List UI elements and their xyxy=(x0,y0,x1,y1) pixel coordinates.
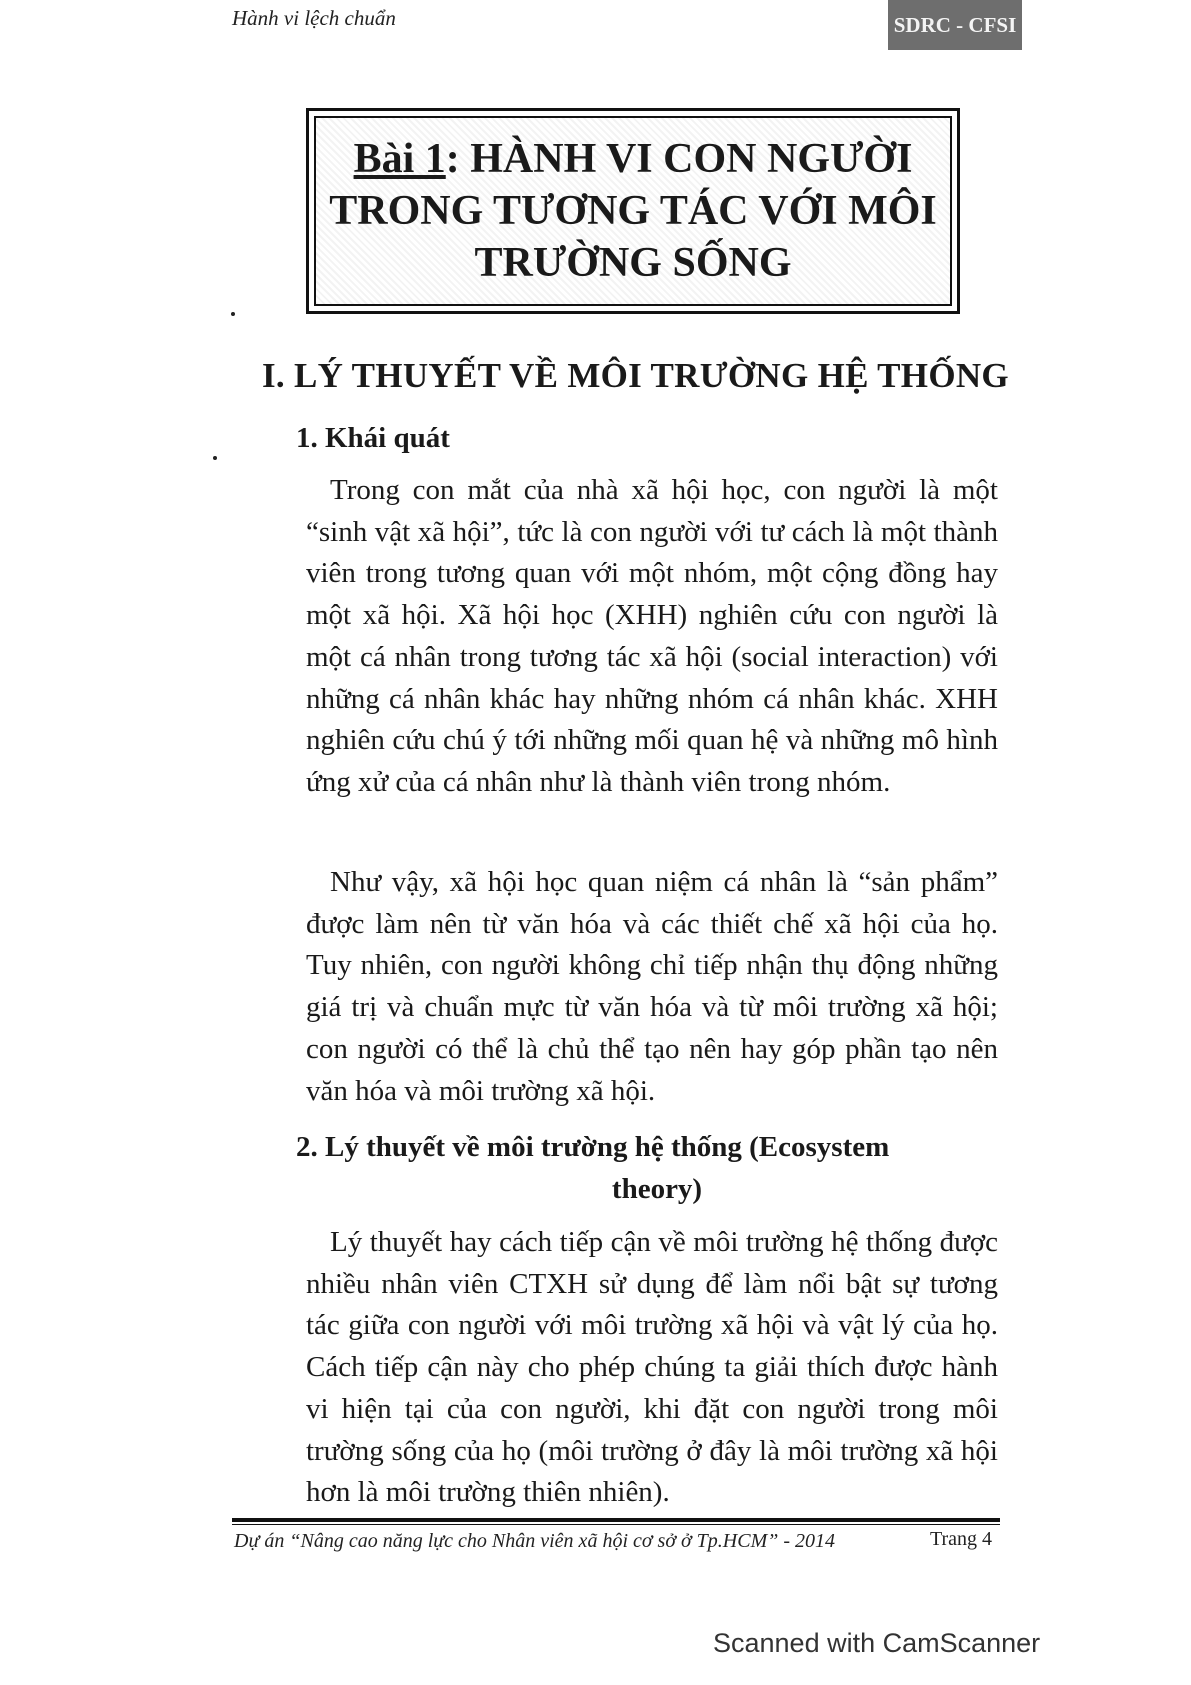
paragraph-1: Trong con mắt của nhà xã hội học, con người là một “sinh vật xã hội”, tức là con người với tư cách là một thành viên trong tương quan với một nhóm, một cộng đồng hay một xã hội. Xã hội học (XHH) nghiên cứu con người là một cá nhân trong tương tác xã hội (social interaction) với những cá nhân khác hay những nhóm cá nhân khác. XHH nghiên cứu chú ý tới những mối quan hệ và những mô hình ứng xử của cá nhân như là thành viên trong nhóm. xyxy=(306,474,998,798)
title-line-1-rest: : HÀNH VI CON NGƯỜI xyxy=(445,136,913,182)
title-prefix: Bài 1 xyxy=(353,136,446,182)
lesson-title-box xyxy=(306,108,960,314)
footer-rule xyxy=(232,1518,1000,1522)
scanner-watermark: Scanned with CamScanner xyxy=(713,1628,1041,1658)
footer-rule-thin xyxy=(232,1524,1000,1525)
subsection-heading-2-line2: theory) xyxy=(611,1173,703,1205)
subsection-heading-2 xyxy=(296,1126,998,1210)
title-line-2: TRONG TƯƠNG TÁC VỚI MÔI xyxy=(329,188,937,234)
section-heading: I. LÝ THUYẾT VỀ MÔI TRƯỜNG HỆ THỐNG xyxy=(262,356,1009,395)
title-line-1 xyxy=(354,133,913,185)
header-badge: SDRC - CFSI xyxy=(888,0,1022,50)
footer-project: Dự án “Nâng cao năng lực cho Nhân viên xã hội cơ sở ở Tp.HCM” - 2014 xyxy=(234,1530,836,1552)
title-line-3: TRƯỜNG SỐNG xyxy=(474,240,792,286)
running-header: Hành vi lệch chuẩn xyxy=(232,6,396,30)
page-number: Trang 4 xyxy=(930,1528,993,1550)
paragraph-2: Như vậy, xã hội học quan niệm cá nhân là “sản phẩm” được làm nên từ văn hóa và các thiết chế xã hội của họ. Tuy nhiên, con người không chỉ tiếp nhận thụ động những giá trị và chuẩn mực từ văn hóa và từ môi trường xã hội; con người có thể là chủ thể tạo nên hay góp phần tạo nên văn hóa và môi trường xã hội. xyxy=(306,866,998,1107)
lesson-title xyxy=(314,116,952,306)
subsection-heading-2-line1: 2. Lý thuyết về môi trường hệ thống (Ecosystem xyxy=(296,1131,890,1163)
subsection-heading-1: 1. Khái quát xyxy=(296,422,450,454)
paragraph-3: Lý thuyết hay cách tiếp cận về môi trường hệ thống được nhiều nhân viên CTXH sử dụng để làm nổi bật sự tương tác giữa con người với môi trường xã hội và vật lý của họ. Cách tiếp cận này cho phép chúng ta giải thích được hành vi hiện tại của con người, khi đặt con người trong môi trường sống của họ (môi trường ở đây là môi trường xã hội hơn là môi trường thiên nhiên). xyxy=(306,1226,998,1509)
scan-speck xyxy=(231,312,235,316)
scan-speck xyxy=(213,456,217,460)
